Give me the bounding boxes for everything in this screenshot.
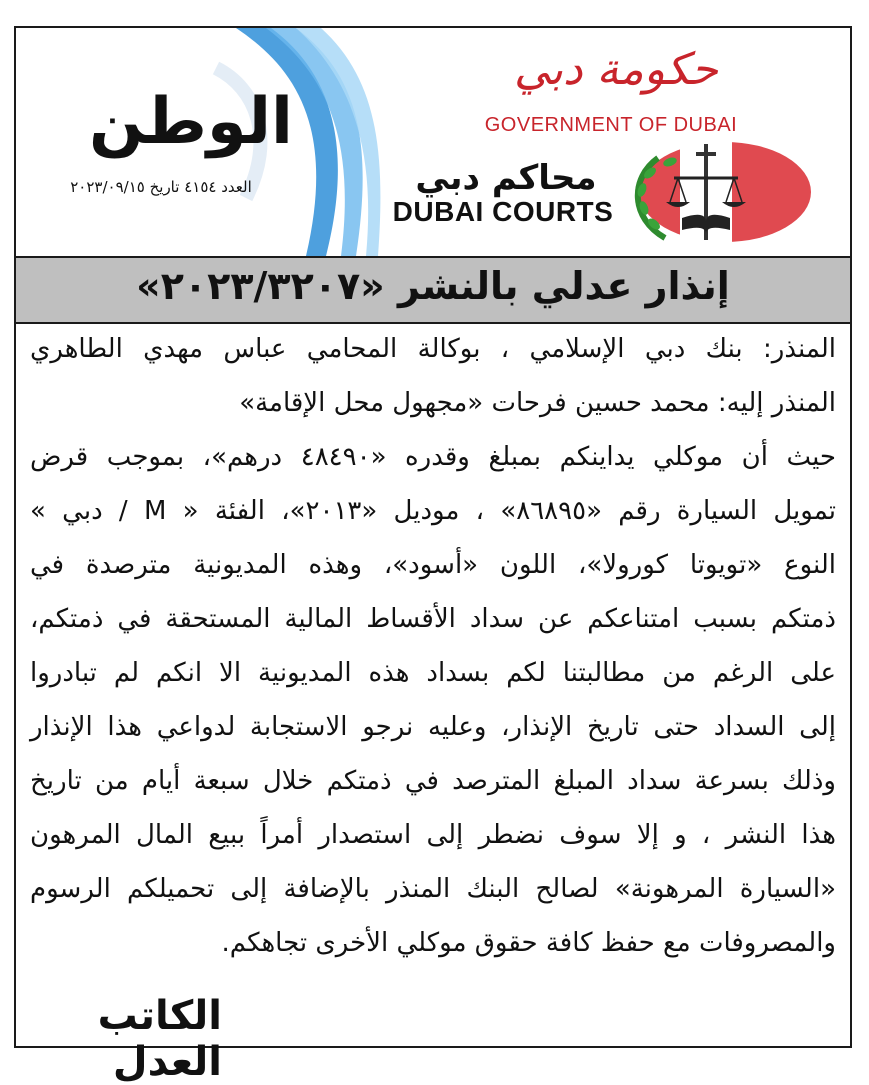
notice-line: وذلك بسرعة سداد المبلغ المترصد في ذمتكم خلال سبعة أيام من تاريخ (30, 766, 836, 796)
government-name-en: GOVERNMENT OF DUBAI (484, 114, 738, 136)
notice-line: ذمتكم بسبب امتناعكم عن سداد الأقساط المالية المستحقة في ذمتكم، (30, 604, 836, 634)
header (16, 28, 850, 256)
newspaper-name: الوطن (89, 85, 293, 159)
notice-line: والمصروفات مع حفظ كافة حقوق موكلي الأخرى تجاهكم. (221, 928, 836, 958)
newspaper-logo (86, 85, 296, 159)
notice-title: إنذار عدلي بالنشر «٢٠٢٣/٣٢٠٧» (136, 264, 730, 308)
issue-line: العدد ٤١٥٤ تاريخ ٢٠٢٣/٠٩/١٥ (70, 178, 252, 196)
notice-line: المنذر إليه: محمد حسين فرحات «مجهول محل الإقامة» (239, 388, 836, 418)
notice-line: تمويل السيارة رقم «٨٦٨٩٥» ، موديل «٢٠١٣»، الفئة « M / دبي » (30, 496, 836, 526)
courts-name-en: DUBAI COURTS (392, 196, 614, 227)
title-band (16, 256, 850, 324)
notice-line: حيث أن موكلي يداينكم بمبلغ وقدره «٤٨٤٩٠ درهم»، بموجب قرض (30, 442, 836, 472)
signature: الكاتب العدل (97, 993, 222, 1085)
dubai-courts-emblem-icon (620, 138, 810, 246)
notice-line: إلى السداد حتى تاريخ الإنذار، وعليه نرجو الاستجابة لدواعي هذا الإنذار (30, 712, 836, 742)
notice-frame (14, 26, 852, 1085)
notice-line: هذا النشر ، و إلا سوف نضطر إلى استصدار أمراً ببيع المال المرهون (30, 820, 836, 850)
government-name-ar: حكومة دبي (514, 44, 718, 95)
notice-line: النوع «تويوتا كورولا»، اللون «أسود»، وهذه المديونية مترصدة في (30, 550, 836, 580)
notice-line: «السيارة المرهونة» لصالح البنك المنذر بالإضافة إلى تحميلكم الرسوم (30, 874, 836, 904)
notice-line: المنذر: بنك دبي الإسلامي ، بوكالة المحامي عباس مهدي الطاهري (30, 334, 836, 364)
courts-name-ar: محاكم دبي (415, 158, 597, 198)
notice-line: على الرغم من مطالبتنا لكم بسداد هذه المديونية الا انكم لم تبادروا (30, 658, 836, 688)
